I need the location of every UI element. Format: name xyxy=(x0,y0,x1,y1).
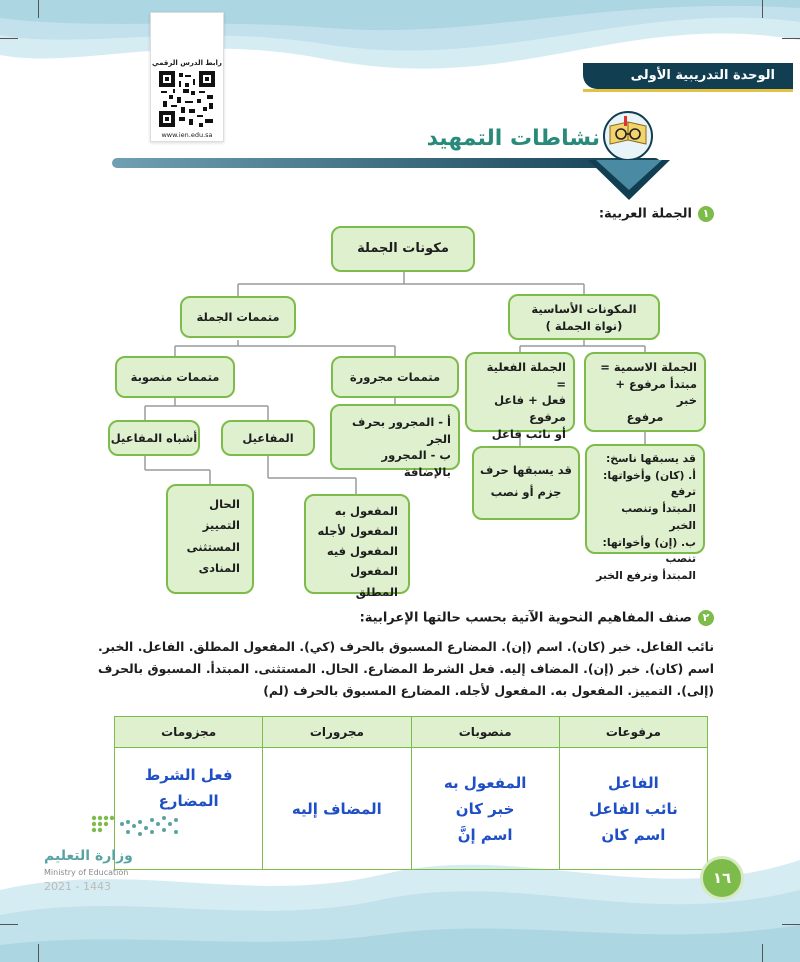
question-number-badge: ٢ xyxy=(698,610,714,626)
answer-item: المضاف إليه xyxy=(291,799,382,818)
diagram-objects-item: المفعول فيه xyxy=(326,544,398,559)
table-cell-majrurat[interactable] xyxy=(263,748,411,870)
crop-mark xyxy=(762,944,763,962)
question-2-paragraph: نائب الفاعل. خبر (كان). اسم (إن). المضارع المسبوق بالحرف (كي). المفعول المطلق. الفاعل. الخبر. اسم (كان). خبر (إن). المضاف إليه. فعل الشرط المضارع. الحال. المستثنى. المبتدأ. المسبوق بالحرف (إلى). التمييز. المفعول به. المفعول لأجله. المضارع المسبوق بالحرف (لم) xyxy=(98,639,714,698)
qr-url[interactable]: www.ien.edu.sa xyxy=(161,131,213,139)
question-2-title: صنف المفاهيم النحوية الآتية بحسب حالتها الإعرابية: xyxy=(359,610,692,626)
diagram-nominal-note-line: المبتدأ وتنصب الخبر xyxy=(621,502,696,532)
book-glasses-icon xyxy=(600,110,656,160)
diagram-verbal-note-box xyxy=(472,446,580,520)
answer-item: فعل الشرط xyxy=(144,766,233,784)
table-header-mansubat: منصوبات xyxy=(411,717,559,748)
qr-title: رابط الدرس الرقمي xyxy=(152,59,222,67)
title-arrow-decoration xyxy=(588,160,670,200)
question-1-heading xyxy=(599,206,714,222)
diagram-semi-objects-item: التمييز xyxy=(202,518,240,533)
crop-mark xyxy=(782,924,800,925)
diagram-verbal-line: الجملة الفعلية = xyxy=(486,360,566,391)
diagram-semi-objects-item: الحال xyxy=(209,497,240,511)
crop-mark xyxy=(38,944,39,962)
diagram-semi-objects-list-box xyxy=(166,484,254,594)
page-number-badge: ١٦ xyxy=(700,856,744,900)
diagram-semi-objects-item: المنادى xyxy=(198,560,240,575)
diagram-verbal-note-line: قد يسبقها حرف xyxy=(480,463,572,477)
table-cell-mansubat[interactable] xyxy=(411,748,559,870)
diagram-nominal-line: الجملة الاسمية = xyxy=(600,360,697,374)
diagram-root-box: مكونات الجملة xyxy=(331,226,475,272)
answer-item: المضارع xyxy=(158,792,219,810)
crop-mark xyxy=(782,38,800,39)
diagram-verbal-line: فعل + فاعل مرفوع xyxy=(494,393,566,425)
ministry-name-english: Ministry of Education xyxy=(44,868,129,877)
diagram-semi-objects-box: أشباه المفاعيل xyxy=(108,420,200,456)
diagram-genitive-item: أ - المجرور بحرف الجر xyxy=(351,415,451,446)
diagram-objects-list-box xyxy=(304,494,410,599)
table-header-majrurat: مجرورات xyxy=(263,717,411,748)
crop-mark xyxy=(0,924,18,925)
section-title: نشاطات التمهيد xyxy=(426,126,600,151)
diagram-objects-box: المفاعيل xyxy=(221,420,315,456)
diagram-nominal-box xyxy=(584,352,706,432)
ministry-name-arabic: وزارة التعليم xyxy=(44,848,133,864)
table-cell-majzumat[interactable] xyxy=(115,748,263,870)
diagram-genitive-box: متممات مجرورة xyxy=(331,356,459,398)
ministry-logo-icon xyxy=(88,810,180,840)
diagram-verbal-note-line: جزم أو نصب xyxy=(490,484,562,499)
qr-card[interactable] xyxy=(150,12,224,142)
qr-code-icon[interactable] xyxy=(159,71,215,127)
table-header-majzumat: مجزومات xyxy=(115,717,263,748)
diagram-accusative-box: متممات منصوبة xyxy=(115,356,235,398)
answer-item: المفعول به xyxy=(443,773,527,792)
diagram-objects-item: المفعول المطلق xyxy=(350,564,398,599)
diagram-core-line: المكونات الأساسية xyxy=(531,302,637,316)
question-number-badge: ١ xyxy=(698,206,714,222)
diagram-objects-item: المفعول به xyxy=(334,504,398,518)
crop-mark xyxy=(0,38,18,39)
diagram-genitive-items-box xyxy=(330,404,460,480)
diagram-nominal-note-box xyxy=(585,444,705,583)
answer-item: نائب الفاعل xyxy=(588,799,678,818)
diagram-nominal-note-line: أ. (كان) وأخواتها: ترفع xyxy=(603,468,696,499)
diagram-core-line: (نواة الجملة ) xyxy=(545,318,623,333)
question-1-title: الجملة العربية: xyxy=(598,206,692,222)
diagram-nominal-note-line: قد يسبقها ناسخ: xyxy=(605,452,696,465)
unit-banner: الوحدة التدريبية الأولى xyxy=(583,63,793,89)
table-header-marfuat: مرفوعات xyxy=(559,717,707,748)
diagram-nominal-line: مبتدأ مرفوع + خبر xyxy=(615,376,697,408)
ministry-year: 2021 - 1443 xyxy=(44,880,111,893)
diagram-verbal-box xyxy=(465,352,575,441)
classification-table xyxy=(114,716,708,870)
table-header-row xyxy=(115,717,708,748)
diagram-verbal-line: أو نائب فاعل xyxy=(491,426,566,441)
question-2-heading xyxy=(360,610,714,626)
diagram-nominal-line: مرفوع xyxy=(626,410,664,425)
diagram-nominal-note-line: المبتدأ وترفع الخبر xyxy=(596,569,696,583)
answer-item: خبر كان xyxy=(455,799,515,818)
diagram-semi-objects-item: المستثنى xyxy=(186,539,240,554)
answer-item: الفاعل xyxy=(607,773,659,792)
diagram-core-box xyxy=(508,294,660,340)
answer-item: اسم كان xyxy=(601,825,666,844)
table-row xyxy=(115,748,708,870)
diagram-objects-item: المفعول لأجله xyxy=(317,524,398,539)
diagram-genitive-item: ب - المجرور بالإضافة xyxy=(381,448,451,480)
answer-item: اسم إنَّ xyxy=(457,825,513,844)
diagram-complements-box: متممات الجملة xyxy=(180,296,296,338)
title-underline xyxy=(112,158,660,168)
table-cell-marfuat[interactable] xyxy=(559,748,707,870)
diagram-nominal-note-line: ب. (إن) وأخواتها: تنصب xyxy=(602,535,696,566)
crop-mark xyxy=(38,0,39,18)
crop-mark xyxy=(762,0,763,18)
